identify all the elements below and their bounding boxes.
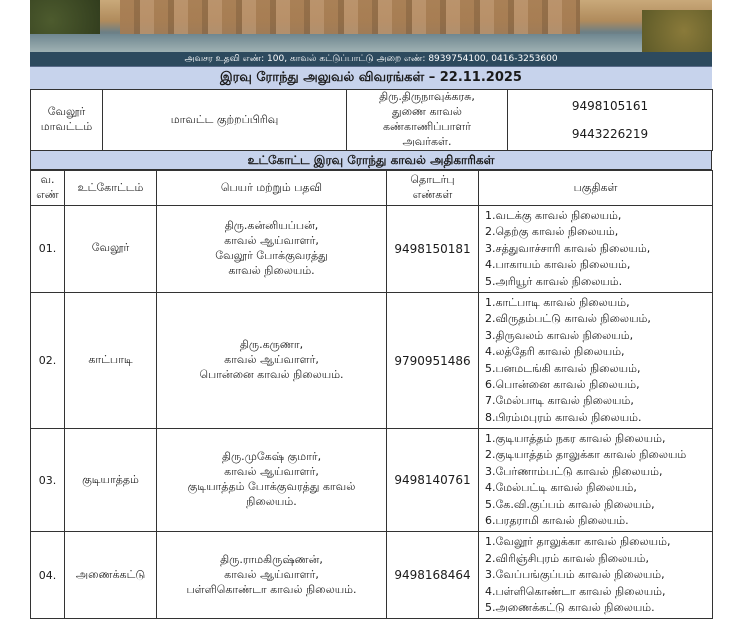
header-no: வ. எண் [31,171,65,206]
banner-fort-image [120,0,580,34]
helpline-strip: அவசர உதவி எண்: 100, காவல் கட்டுப்பாட்டு அறை எண்: 8939754100, 0416-3253600 [30,52,712,66]
area-item: 1.காட்பாடி காவல் நிலையம், [485,295,630,309]
area-item: 1.குடியாத்தம் நகர காவல் நிலையம், [485,432,666,446]
district-officer: திரு.திருநாவுக்கரசு, துணை காவல் கண்காணிப்பாளர் அவர்கள். [347,90,508,151]
row-no: 01. [31,206,65,293]
district-table [30,89,713,151]
area-item: 1.வடக்கு காவல் நிலையம், [485,209,622,222]
header-areas: பகுதிகள் [479,171,713,206]
banner-moat-image [30,34,712,52]
header-contact: தொடர்பு எண்கள் [387,171,479,206]
row-phone: 9498140761 [387,429,479,532]
banner-photo [30,0,712,52]
area-item: 4.பாகாயம் காவல் நிலையம், [485,258,631,272]
row-areas [479,429,713,532]
row-officer: திரு.முகேஷ் குமார், காவல் ஆய்வாளர், குடியாத்தம் போக்குவரத்து காவல் நிலையம். [157,429,387,532]
header-subdivision: உட்கோட்டம் [65,171,157,206]
area-item: 6.பொன்னை காவல் நிலையம், [485,377,640,391]
row-no: 03. [31,429,65,532]
area-item: 4.லத்தேரி காவல் நிலையம், [485,345,625,359]
table-header-row [31,171,713,206]
section-title: உட்கோட்ட இரவு ரோந்து காவல் அதிகாரிகள் [30,151,712,170]
area-item: 2.குடியாத்தம் தாலுக்கா காவல் நிலையம் [485,448,687,462]
report-page [30,0,712,614]
report-title: இரவு ரோந்து அலுவல் விவரங்கள் – 22.11.2025 [30,66,712,89]
row-subdivision: காட்பாடி [65,292,157,428]
row-phone: 9498168464 [387,532,479,619]
area-item: 2.விரிஞ்சிபுரம் காவல் நிலையம், [485,551,649,565]
table-row [31,292,713,428]
area-item: 3.சத்துவாச்சாரி காவல் நிலையம், [485,241,651,255]
area-item: 5.கே.வி.குப்பம் காவல் நிலையம், [485,497,655,511]
row-no: 04. [31,532,65,619]
banner-tree-right [642,10,712,52]
area-item: 2.தெற்கு காவல் நிலையம், [485,225,619,239]
row-areas [479,292,713,428]
row-phone: 9790951486 [387,292,479,428]
row-areas [479,206,713,293]
row-subdivision: வேலூர் [65,206,157,293]
area-item: 8.பிரம்மபுரம் காவல் நிலையம். [485,410,642,424]
table-row [31,206,713,293]
row-no: 02. [31,292,65,428]
area-item: 2.விருதம்பட்டு காவல் நிலையம், [485,312,651,326]
area-item: 3.பேர்ணாம்பட்டு காவல் நிலையம், [485,464,663,478]
district-wing: மாவட்ட குற்றப்பிரிவு [103,90,347,151]
row-areas [479,532,713,619]
row-subdivision: அணைக்கட்டு [65,532,157,619]
area-item: 4.பள்ளிகொண்டா காவல் நிலையம், [485,584,666,598]
area-item: 5.அரியூர் காவல் நிலையம். [485,274,623,288]
area-item: 7.மேல்பாடி காவல் நிலையம், [485,394,634,408]
row-officer: திரு.கருணா, காவல் ஆய்வாளர், பொன்னை காவல் நிலையம். [157,292,387,428]
row-officer: திரு.கன்னியப்பன், காவல் ஆய்வாளர், வேலூர் போக்குவரத்து காவல் நிலையம். [157,206,387,293]
district-phone-2: 9443226219 [571,127,649,141]
area-item: 4.மேல்பட்டி காவல் நிலையம், [485,481,637,495]
district-name: வேலூர் மாவட்டம் [31,90,103,151]
row-phone: 9498150181 [387,206,479,293]
area-item: 6.பரதராமி காவல் நிலையம். [485,514,629,528]
header-name-post: பெயர் மற்றும் பதவி [157,171,387,206]
table-row [31,532,713,619]
district-row [31,90,713,151]
area-item: 3.வேப்பங்குப்பம் காவல் நிலையம், [485,568,665,582]
district-phone-1: 9498105161 [571,99,649,113]
row-subdivision: குடியாத்தம் [65,429,157,532]
row-officer: திரு.ராமகிருஷ்ணன், காவல் ஆய்வாளர், பள்ளிகொண்டா காவல் நிலையம். [157,532,387,619]
area-item: 5.பனமடங்கி காவல் நிலையம், [485,361,641,375]
area-item: 3.திருவலம் காவல் நிலையம், [485,328,634,342]
district-phones [508,90,713,151]
table-row [31,429,713,532]
area-item: 5.அணைக்கட்டு காவல் நிலையம். [485,600,655,614]
officers-table [30,170,713,619]
area-item: 1.வேலூர் தாலுக்கா காவல் நிலையம், [485,535,671,549]
